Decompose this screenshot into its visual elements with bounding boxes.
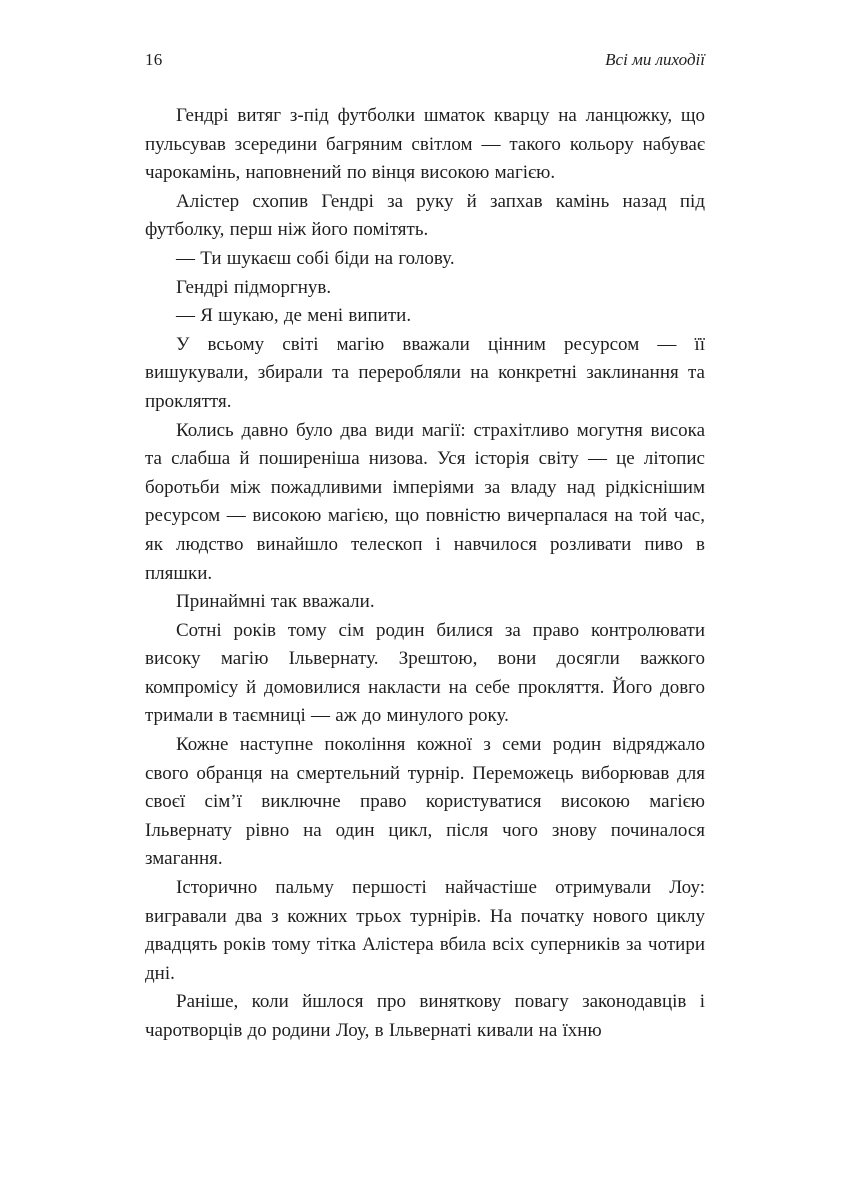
paragraph: Раніше, коли йшлося про виняткову повагу законодавців і чаротворців до родини Лоу, в Ільвернаті кивали на їхню (145, 991, 705, 1041)
paragraph: Алістер схопив Гендрі за руку й запхав камінь назад під футболку, перш ніж його помітять. (145, 190, 705, 241)
paragraph: Принаймні так вважали. (176, 591, 375, 613)
running-title: Всі ми лиходії (605, 50, 705, 69)
paragraph: — Я шукаю, де мені випити. (176, 305, 412, 327)
page-number: 16 (145, 50, 163, 69)
paragraph: — Ти шукаєш собі біди на голову. (176, 247, 455, 269)
paragraph: У всьому світі магію вважали цінним ресурсом — її вишукували, збирали та переробляли на конкретні заклинання та прокляття. (145, 333, 705, 412)
paragraph: Історично пальму першості найчастіше отримували Лоу: вигравали два з кожних трьох турнірів. На початку нового циклу двадцять років тому тітка Алістера вбила всіх суперників за чотири дні. (145, 877, 705, 984)
paragraph: Сотні років тому сім родин билися за право контролювати високу магію Ільвернату. Зрештою, вони досягли важкого компромісу й домовилися накласти на себе прокляття. Його довго тримали в таємниці — аж до минулого року. (145, 619, 705, 727)
paragraph: Гендрі витяг з-під футболки шматок кварцу на ланцюжку, що пульсував зсередини багряним світлом — такого кольору набуває чарокамінь, наповнений по вінця високою магією. (145, 105, 705, 184)
page-header (145, 50, 705, 70)
paragraph: Колись давно було два види магії: страхітливо могутня висока та слабша й поширеніша низова. Уся історія світу — це літопис боротьби між пожадливими імперіями за владу над рідкіснішим ресурсом — високою магією, що повністю вичерпалася на той час, як людство винайшло телескоп і навчилося розливати пиво в пляшки. (145, 419, 705, 584)
body-text (145, 102, 705, 1046)
paragraph: Гендрі підморгнув. (176, 276, 332, 298)
paragraph: Кожне наступне покоління кожної з семи родин відряджало свого обранця на смертельний турнір. Переможець виборював для своєї сім’ї виключне право користуватися високою магією Ільвернату рівно на один цикл, після чого знову починалося змагання. (145, 734, 705, 870)
